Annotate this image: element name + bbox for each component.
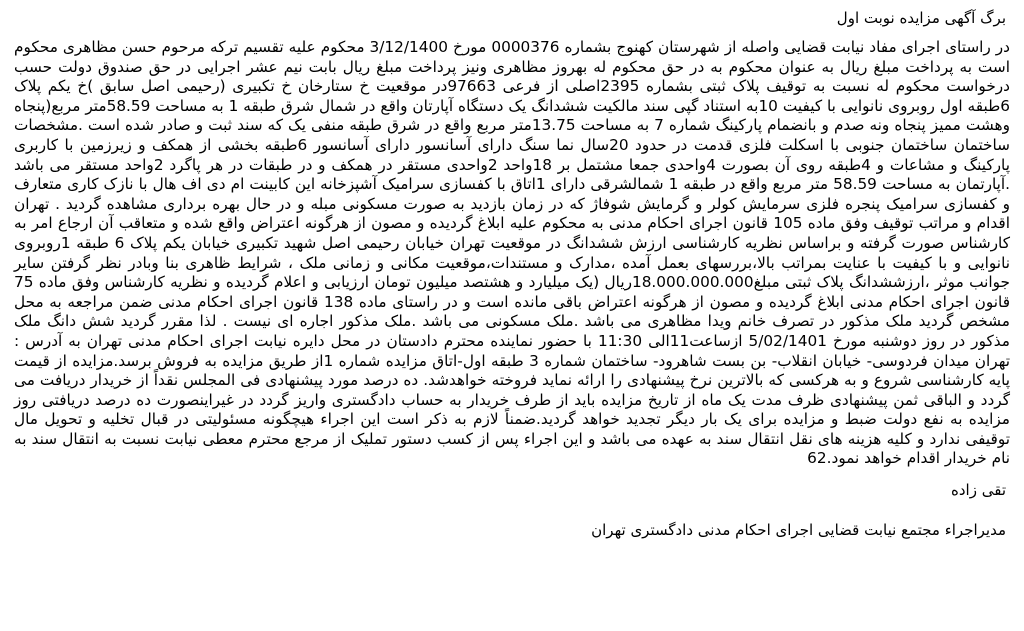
notice-body: در راستای اجرای مفاد نیابت قضایی واصله از شهرستان کهنوج بشماره 0000376 مورخ 3/12/1400 محکوم علیه تقسیم ترکه مرحوم حسن مظاهری محکوم است به پرداخت مبلغ ریال به عنوان محکوم به در حق محکوم له بهروز مظاهری ونیز پرداخت مبلغ ریال بابت نیم عشر اجرایی در حق صندوق دولت حسب درخواست محکوم له نسبت به توقیف پلاک ثبتی بشماره 2395اصلی از فرعی 97663در موقعیت خ ستارخان خ تکبیری (رحیمی اصل سابق )خ یکم پلاک 6طبقه اول روبروی نانوایی با کیفیت 10به استناد گپی سند مالکیت ششدانگ یک دستگاه آپارتان واقع در شمال شرق طبقه 1 به مساحت 58.59متر مربع(پنجاه وهشت ممیز پنجاه ونه صدم و بانضمام پارکینگ شماره 7 به مساحت 13.75متر مربع واقع در شرق طبقه منفی یک که سند ثبت و صادر شده است .مشخصات ساختمان ساختمان جنوبی با اسکلت فلزی قدمت در حدود 20سال نما سنگ دارای آسانسور دارای آسانسور 6طبقه بخشی از همکف و زیرزمین با کاربری پارکینگ و مشاعات و 4طبقه روی آن بصورت 4واحدی جمعا مشتمل بر 18واحد 2واحدی مستقر در همکف و در طبقات در هر پاگرد 2واحد مستقر می باشد .آپارتمان به مساحت 58.59 متر مربع واقع در طبقه 1 شمالشرقی دارای 1اتاق با کفسازی سرامیک آشپزخانه این کابینت ام دی اف هال با نازک کاری متعارف و کفسازی سرامیک پنجره فلزی سرمایش کولر و گرمایش شوفاژ که در زمان بازدید به صورت مسکونی مبله و در حال بهره برداری مشاهده گردید . تهران اقدام و مراتب توقیف وفق ماده 105 قانون اجرای احکام مدنی به محکوم علیه ابلاغ گردیده و مصون از هرگونه اعتراض واقع شده و متعاقب آن ارجاع امر به کارشناس صورت گرفته و براساس نظریه کارشناسی ارزش ششدانگ در موقعیت تهران خیابان رحیمی اصل شهید تکبیری خیابان یکم پلاک 6 طبقه 1روبروی نانوایی و با کیفیت با عنایت بمراتب بالا،بررسهای بعمل آمده ،مدارک و مستندات،موقعیت مکانی و زمانی ملک ، شرایط ظاهری بنا وبادر نظر گرفتن سایر جوانب موثر ،ارزششدانگ پلاک ثبتی مبلغ18.000.000.000ریال (یک میلیارد و هشتصد میلیون تومان ارزیابی و اعلام گردیده و نظریه کارشناس وفق ماده 75 قانون اجرای احکام مدنی ابلاغ گردیده و مصون از هرگونه اعتراض باقی مانده است و در راستای ماده 138 قانون اجرای احکام مدنی ضمن مراجعه به محل مشخص گردید ملک مذکور در تصرف خانم ویدا مظاهری می باشد .ملک مسکونی می باشد .ملک مذکور اجاره ای نیست . لذا مقرر گردید شش دانگ ملک مذکور در روز دوشنبه مورخ 5/02/1401 ازساعت11الی 11:30 با حضور نماینده محترم دادستان در محل دایره نیابت اجرای احکام مدنی تهران به آدرس : تهران میدان فردوسی- خیابان انقلاب- بن بست شاهرود- ساختمان شماره 3 طبقه اول-اتاق مزایده شماره 1از طریق مزایده به فروش برسد.مزایده از قیمت پایه کارشناسی شروع و به هرکسی که بالاترین نرخ پیشنهادی را ارائه نماید فروخته خواهدشد. ده درصد مورد پیشنهادی فی المجلس نقداً از خریدار دریافت می گردد و الباقی ثمن پیشنهادی ظرف مدت یک ماه از تاریخ مزایده باید از طرف خریدار به حساب دادگستری واریز گردد در غیراینصورت ده درصد دریافتی روز مزایده به نفع دولت ضبط و مزایده برای یک بار دیگر تجدید خواهد گردید.ضمناً لازم به ذکر است این اجراء هیچگونه مسئولیتی در قبال تخلیه و تحویل مال توقیفی ندارد و کلیه هزینه های نقل انتقال سند به عهده می باشد و این اجراء پس از کسب دستور تملیک از مرجع محترم معطی نیابت نسبت به انتقال سند به نام خریدار اقدام خواهد نمود.62 — [14, 38, 1011, 468]
signatory-name: تقی زاده — [951, 481, 1006, 500]
signatory-title: مدیراجراء مجتمع نیابت قضایی اجرای احکام مدنی دادگستری تهران — [591, 521, 1006, 540]
notice-heading: برگ آگهی مزایده نوبت اول — [836, 9, 1006, 27]
